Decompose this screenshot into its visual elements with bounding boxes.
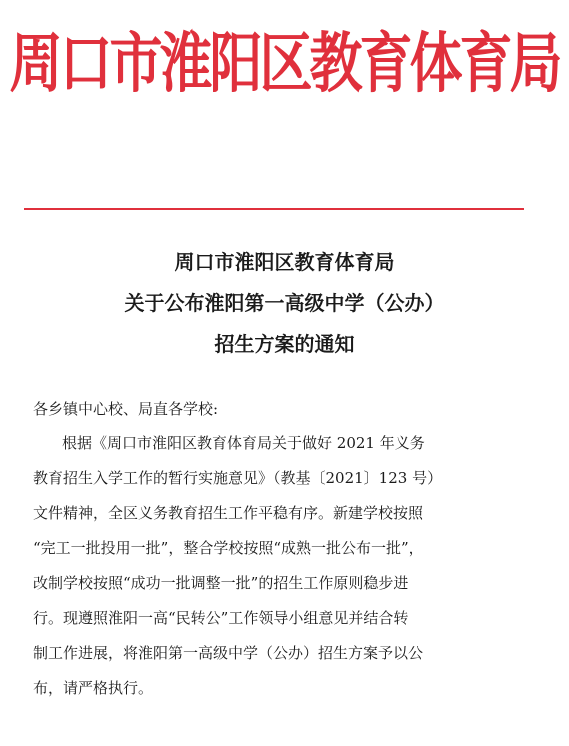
red-divider-rule — [24, 208, 524, 210]
letterhead-org-name: 周口市淮阳区教育体育局 — [9, 26, 560, 102]
addressee-line: 各乡镇中心校、局直各学校: — [33, 400, 219, 418]
body-text-line: “完工一批投用一批”，整合学校按照“成熟一批公布一批”， — [33, 539, 424, 557]
document-title-line-3: 招生方案的通知 — [214, 332, 355, 356]
body-text-line: 根据《周口市淮阳区教育体育局关于做好 2021 年义务 — [62, 434, 425, 452]
body-text-line: 制工作进展，将淮阳第一高级中学（公办）招生方案予以公 — [33, 644, 424, 662]
body-text-line: 行。现遵照淮阳一高“民转公”工作领导小组意见并结合转 — [33, 609, 409, 627]
document-title-line-2: 关于公布淮阳第一高级中学（公办） — [124, 291, 445, 315]
body-text-line: 文件精神，全区义务教育招生工作平稳有序。新建学校按照 — [33, 504, 424, 522]
body-text-line: 教育招生入学工作的暂行实施意见》（教基〔2021〕123 号） — [33, 469, 443, 487]
document-title-line-1: 周口市淮阳区教育体育局 — [174, 250, 395, 274]
body-text-line: 布，请严格执行。 — [33, 679, 154, 697]
body-text-line: 改制学校按照“成功一批调整一批”的招生工作原则稳步进 — [33, 574, 409, 592]
